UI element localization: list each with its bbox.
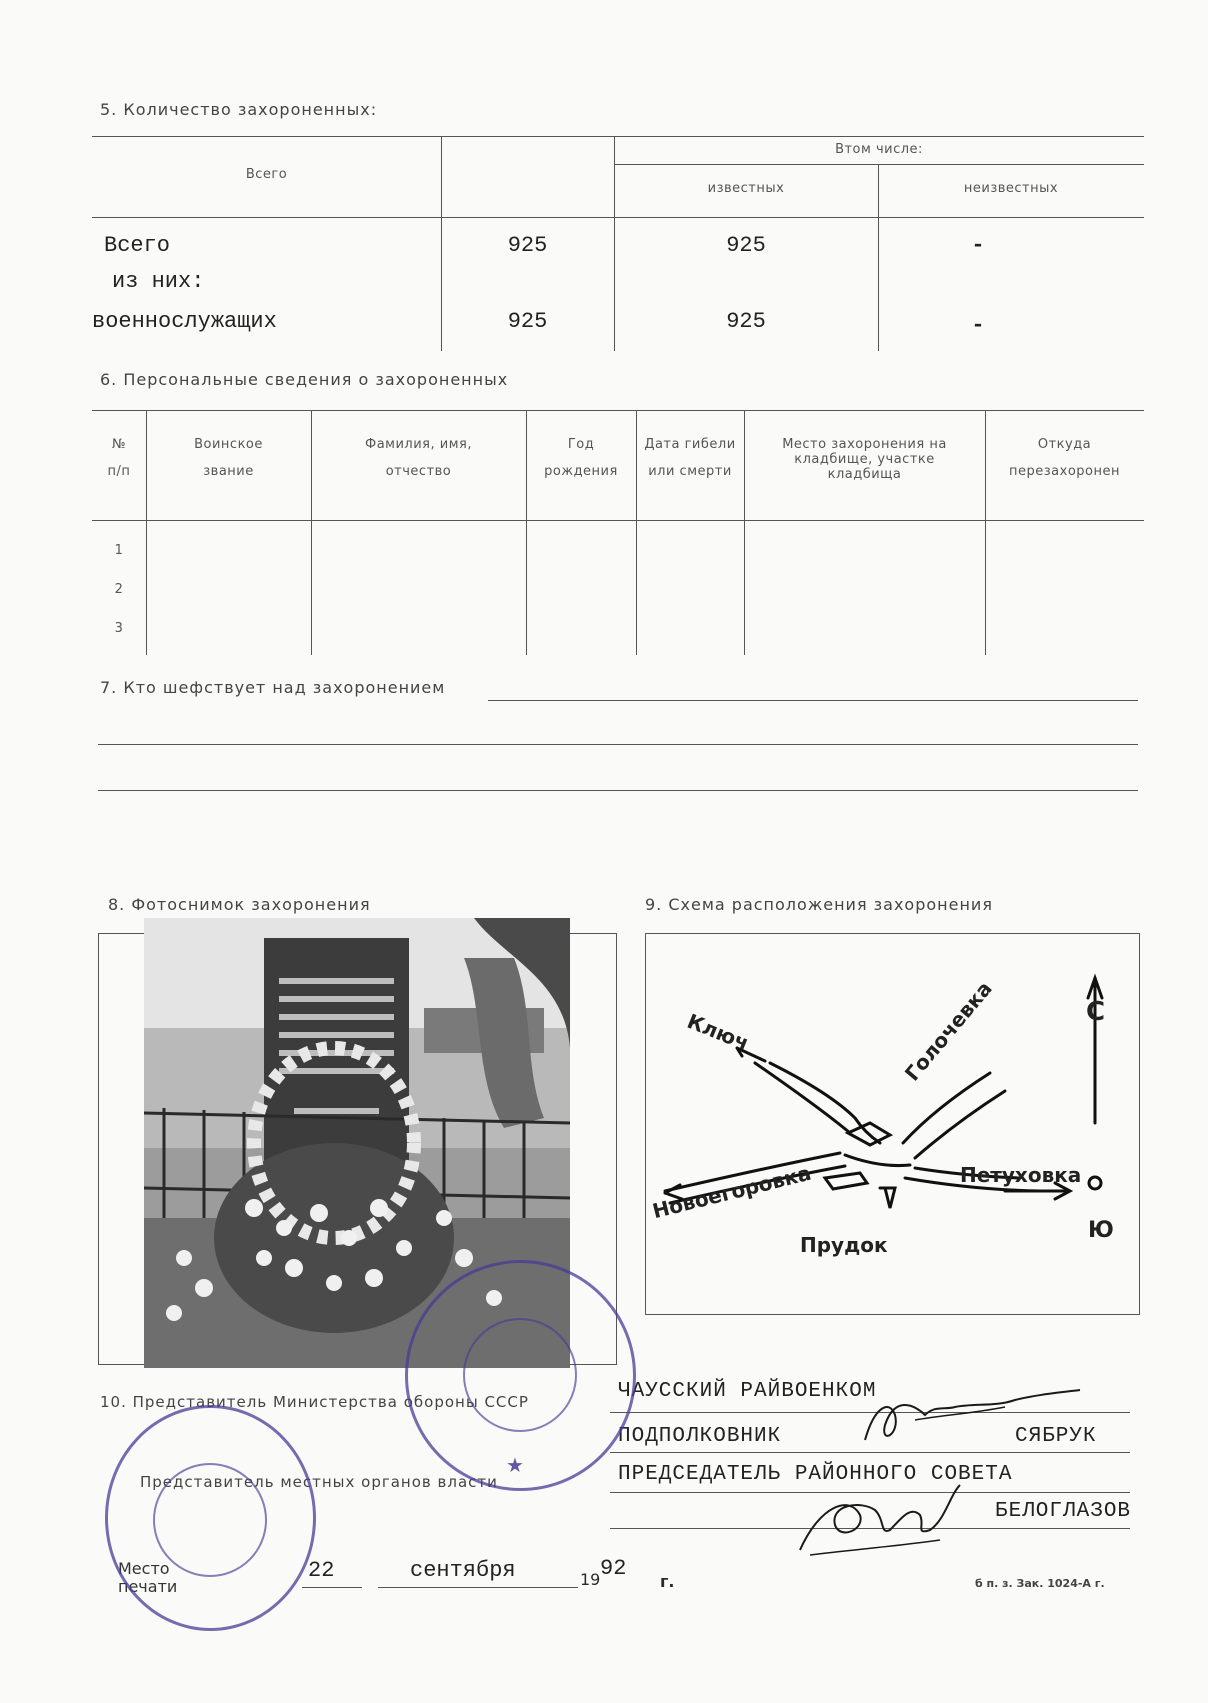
- row-known: 925: [726, 309, 766, 334]
- date-day: 22: [308, 1558, 335, 1583]
- hdr-num-line2: п/п: [107, 464, 131, 479]
- label-prudok: Прудок: [800, 1233, 888, 1257]
- hdr-place-line3: кладбища: [827, 467, 902, 482]
- hdr-birth-line2: рождения: [544, 464, 618, 479]
- row-known: 925: [726, 233, 766, 258]
- local-line1: ПРЕДСЕДАТЕЛЬ РАЙОННОГО СОВЕТА: [618, 1463, 1013, 1486]
- road-golochevka-edge: [915, 1091, 1005, 1158]
- row-number: 1: [114, 543, 124, 558]
- col-known-header: известных: [707, 181, 785, 196]
- hdr-place-line1: Место захоронения на: [782, 437, 947, 452]
- date-year: 92: [600, 1556, 627, 1581]
- hdr-death-line1: Дата гибели: [644, 437, 736, 452]
- date-day-underline: [302, 1587, 362, 1588]
- hdr-name: [311, 437, 526, 479]
- hdr-from-line1: Откуда: [1037, 437, 1092, 452]
- col-incl-header: Втом числе:: [835, 142, 923, 157]
- date-month-underline: [378, 1587, 578, 1588]
- section7-underline: [488, 700, 1138, 701]
- hdr-from: [985, 437, 1144, 479]
- section9-title: 9. Схема расположения захоронения: [645, 895, 993, 914]
- place-label-line1: Место: [118, 1559, 170, 1578]
- location-scheme: [645, 933, 1140, 1315]
- hdr-birth-line1: Год: [567, 437, 595, 452]
- label-novoegorovka: Новоегоровка: [650, 1160, 814, 1224]
- hdr-num: [92, 437, 146, 479]
- section5-title: 5. Количество захороненных:: [100, 100, 378, 119]
- row-label: военнослужащих: [92, 309, 277, 334]
- hdr-death: [636, 437, 744, 479]
- burial-marker: [880, 1188, 895, 1208]
- hdr-death-line2: или смерти: [648, 464, 732, 479]
- print-mark: б п. з. Зак. 1024-А г.: [975, 1577, 1105, 1590]
- label-north: С: [1086, 997, 1106, 1027]
- section7-title: 7. Кто шефствует над захоронением: [100, 678, 446, 697]
- hdr-rank-line2: звание: [203, 464, 254, 479]
- section10-title: 10. Представитель Министерства обороны СССР: [100, 1393, 529, 1411]
- table5-header-bottom: [92, 217, 1144, 218]
- col-all-header: Всего: [245, 167, 288, 182]
- hdr-from-line2: перезахоронен: [1009, 464, 1120, 479]
- label-petukhovka: Петуховка: [960, 1163, 1082, 1187]
- signature-local: [790, 1475, 970, 1565]
- row-number: 2: [114, 582, 124, 597]
- road-center: [845, 1155, 910, 1166]
- seal-inner-ring: [463, 1318, 577, 1432]
- local-name: БЕЛОГЛАЗОВ: [995, 1500, 1132, 1523]
- place-label-line2: печати: [118, 1577, 178, 1596]
- hdr-rank-line1: Воинское: [194, 437, 263, 452]
- label-golochevka: Голочевка: [900, 976, 997, 1086]
- row-total: 925: [507, 233, 548, 258]
- date-year-prefix: 19: [580, 1570, 601, 1589]
- local-title: Представитель местных органов власти: [140, 1473, 498, 1491]
- table6-top-border: [92, 410, 1144, 411]
- road-kluch: [770, 1063, 880, 1143]
- row-unknown: -: [971, 233, 985, 258]
- section8-title: 8. Фотоснимок захоронения: [108, 895, 371, 914]
- hdr-rank: [146, 437, 311, 479]
- seal-star-icon: ★: [506, 1453, 524, 1477]
- table5-mid-border: [614, 164, 1144, 165]
- label-kluch: Ключ: [683, 1008, 753, 1056]
- table6-header-bottom: [92, 520, 1144, 521]
- row-total: 925: [507, 309, 548, 334]
- col-unknown-header: неизвестных: [963, 181, 1059, 196]
- mo-name: СЯБРУК: [1015, 1425, 1097, 1448]
- official-seal-voenkomat: [405, 1260, 636, 1491]
- row-unknown: -: [971, 313, 985, 338]
- mo-line1: ЧАУССКИЙ РАЙВОЕНКОМ: [618, 1380, 877, 1403]
- mo-line2: ПОДПОЛКОВНИК: [618, 1425, 782, 1448]
- row-label: из них:: [112, 269, 205, 294]
- hdr-place-line2: кладбище, участке: [794, 452, 935, 467]
- hdr-num-line1: №: [111, 437, 127, 452]
- hdr-name-line1: Фамилия, имя,: [365, 437, 472, 452]
- road-kluch-edge: [755, 1063, 850, 1133]
- table5-top-border: [92, 136, 1144, 137]
- signature-mo: [855, 1385, 1085, 1455]
- row-label: Всего: [104, 233, 171, 258]
- date-month: сентября: [410, 1558, 516, 1583]
- date-suffix: г.: [660, 1572, 675, 1591]
- section7-line: [98, 744, 1138, 745]
- building-2: [825, 1173, 867, 1189]
- hdr-place: [744, 437, 985, 482]
- hdr-name-line2: отчество: [385, 464, 452, 479]
- section6-title: 6. Персональные сведения о захороненных: [100, 370, 509, 389]
- row-number: 3: [114, 621, 124, 636]
- section7-line: [98, 790, 1138, 791]
- official-seal-council: [105, 1405, 316, 1631]
- hdr-birth: [526, 437, 636, 479]
- label-south: Ю: [1088, 1218, 1114, 1243]
- seal-inner-ring: [153, 1463, 267, 1577]
